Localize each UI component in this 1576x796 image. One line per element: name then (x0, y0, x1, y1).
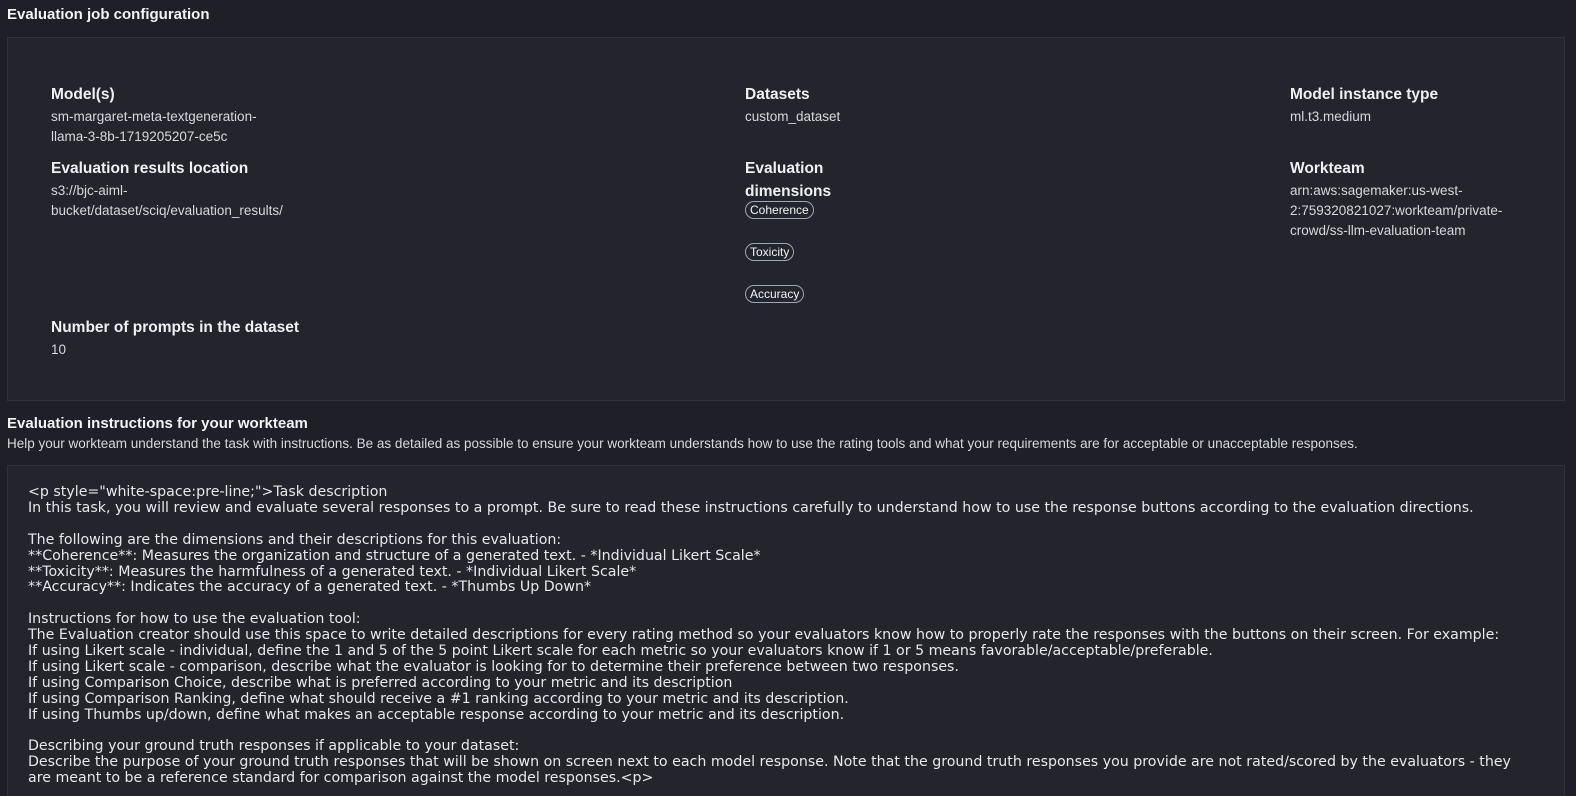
dimension-badge-accuracy: Accuracy (745, 285, 804, 303)
instruction-line: Describing your ground truth responses if applicable to your dataset: (28, 738, 520, 755)
workteam-value-line-3: crowd/ss-llm-evaluation-team (1290, 223, 1466, 238)
instruction-line: **Accuracy**: Indicates the accuracy of a generated text. - *Thumbs Up Down* (28, 579, 592, 596)
datasets-label: Datasets (745, 86, 810, 103)
dimensions-label-line-1: Evaluation (745, 160, 824, 177)
workteam-field (1290, 157, 1502, 241)
instruction-line: If using Thumbs up/down, define what makes an acceptable response according to your metric and its description. (28, 706, 845, 723)
instructions-help-text: Help your workteam understand the task with instructions. Be as detailed as possible to ensure your workteam understands how to use the rating tools and what your requirements are for acceptable or unacceptable responses. (7, 436, 1358, 451)
instruction-line: If using Likert scale - individual, define the 1 and 5 of the 5 point Likert scale for each metric so your evaluators know if 1 or 5 means favorable/acceptable/preferable. (28, 643, 1213, 660)
models-field (51, 83, 257, 147)
instance-type-field (1290, 83, 1438, 127)
dimensions-list (745, 201, 831, 327)
instruction-line: If using Likert scale - comparison, describe what the evaluator is looking for to determine their preference between two responses. (28, 658, 959, 675)
instruction-line: **Coherence**: Measures the organization and structure of a generated text. - *Individual Likert Scale* (28, 547, 761, 564)
instruction-line: Instructions for how to use the evaluation tool: (28, 611, 361, 628)
instruction-line (28, 517, 1564, 533)
instruction-line: **Toxicity**: Measures the harmfulness of a generated text. - *Individual Likert Scale* (28, 563, 637, 580)
datasets-value: custom_dataset (745, 109, 841, 124)
instruction-line: <p style="white-space:pre-line;">Task description (28, 484, 388, 500)
instruction-line: In this task, you will review and evaluate several responses to a prompt. Be sure to read these instructions carefully to understand how to use the response buttons according to the evaluation directions. (28, 499, 1474, 516)
instruction-line: If using Comparison Ranking, define what should receive a #1 ranking according to your metric and its description. (28, 690, 849, 707)
prompts-count-value: 10 (51, 342, 67, 357)
workteam-value-line-2: 2:759320821027:workteam/private- (1290, 203, 1503, 218)
prompts-count-label: Number of prompts in the dataset (51, 319, 300, 336)
instruction-line (28, 596, 1564, 612)
results-location-field (51, 157, 283, 221)
config-panel (7, 37, 1565, 401)
dimensions-label-line-2: dimensions (745, 183, 832, 200)
instruction-line: are meant to be a reference standard for comparison against the model responses.<p> (28, 770, 654, 787)
prompts-count-field (51, 316, 299, 360)
instructions-section-title: Evaluation instructions for your workteam (7, 415, 308, 432)
models-label: Model(s) (51, 86, 115, 103)
instruction-line: The following are the dimensions and their descriptions for this evaluation: (28, 531, 562, 548)
instruction-line (28, 724, 1564, 740)
results-location-line-1: s3://bjc-aiml- (51, 183, 128, 198)
workteam-label: Workteam (1290, 160, 1365, 177)
instruction-line: If using Comparison Choice, describe what is preferred according to your metric and its description (28, 674, 733, 691)
models-value-line-1: sm-margaret-meta-textgeneration- (51, 109, 257, 124)
instruction-line: The Evaluation creator should use this space to write detailed descriptions for every rating method so your evaluators know how to properly rate the responses with the buttons on their screen. For example: (28, 627, 1500, 644)
instruction-line: Describe the purpose of your ground truth responses that will be shown on screen next to each model response. Note that the ground truth responses you provide are not rated/scored by the evaluators - they (28, 754, 1511, 771)
dimensions-field (745, 157, 831, 351)
dimension-badge-toxicity: Toxicity (745, 243, 794, 261)
instance-type-value: ml.t3.medium (1290, 109, 1372, 124)
models-value-line-2: llama-3-8b-1719205207-ce5c (51, 129, 228, 144)
config-section-title: Evaluation job configuration (7, 6, 210, 23)
instructions-textarea[interactable] (7, 465, 1565, 796)
dimension-badge-coherence: Coherence (745, 201, 814, 219)
datasets-field (745, 83, 840, 127)
results-location-line-2: bucket/dataset/sciq/evaluation_results/ (51, 203, 283, 218)
workteam-value-line-1: arn:aws:sagemaker:us-west- (1290, 183, 1463, 198)
instance-type-label: Model instance type (1290, 86, 1439, 103)
results-location-label: Evaluation results location (51, 160, 249, 177)
